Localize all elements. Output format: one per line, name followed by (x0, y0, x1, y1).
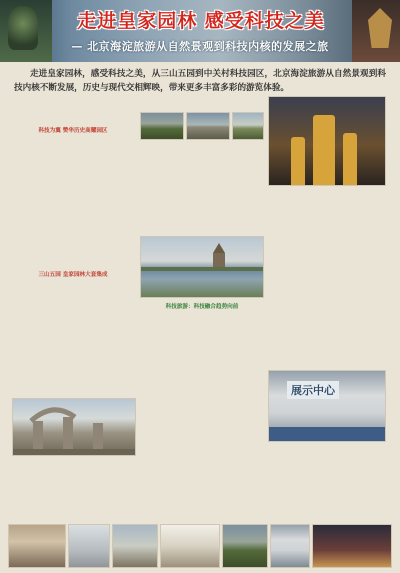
page-title: 走进皇家园林 感受科技之美 (77, 10, 325, 32)
exhibition-center-photo (268, 370, 386, 442)
tower-silhouette-icon (141, 237, 264, 298)
rockery-photo (186, 112, 230, 140)
middle-column-top (140, 144, 264, 234)
lead-paragraph: 走进皇家园林，感受科技之美，从三山五园到中关村科技园区，北京海淀旅游从自然景观到科技内核不断发展，历史与现代交相辉映，带来更多丰富多彩的游览体验。 (14, 69, 386, 93)
bottom-photo-2 (68, 524, 110, 568)
left-column-bottom (14, 460, 132, 520)
right-column-top (268, 190, 386, 366)
ruins-arch-icon (13, 399, 136, 456)
hills-photo (232, 112, 264, 140)
bottom-photo-4 (160, 524, 220, 568)
middle-column-mid (140, 300, 264, 316)
ruins-photo (12, 398, 136, 456)
summer-palace-photo (140, 236, 264, 298)
bottom-photo-1 (8, 524, 66, 568)
right-column-bottom (268, 446, 386, 520)
bottom-photo-6 (270, 524, 310, 568)
middle-column-bottom (140, 318, 264, 518)
section-heading-2: 三山五园 皇家园林大套集成 (38, 272, 108, 278)
bottom-photo-3 (112, 524, 158, 568)
garden-photo (140, 112, 184, 140)
bottom-photo-7 (312, 524, 392, 568)
page-subtitle: — 北京海淀旅游从自然景观到科技内核的发展之旅 (71, 40, 329, 53)
temple-photo (268, 96, 386, 186)
bottom-photo-5 (222, 524, 268, 568)
section-heading-1: 科技为翼 赞华历史高耀园区 (38, 128, 108, 134)
section-heading-3: 科技旅游：科技融合趋势向前 (165, 304, 239, 310)
left-column-lower (14, 268, 132, 398)
exhibition-sign: 展示中心 (287, 381, 339, 399)
header-banner (0, 0, 400, 62)
